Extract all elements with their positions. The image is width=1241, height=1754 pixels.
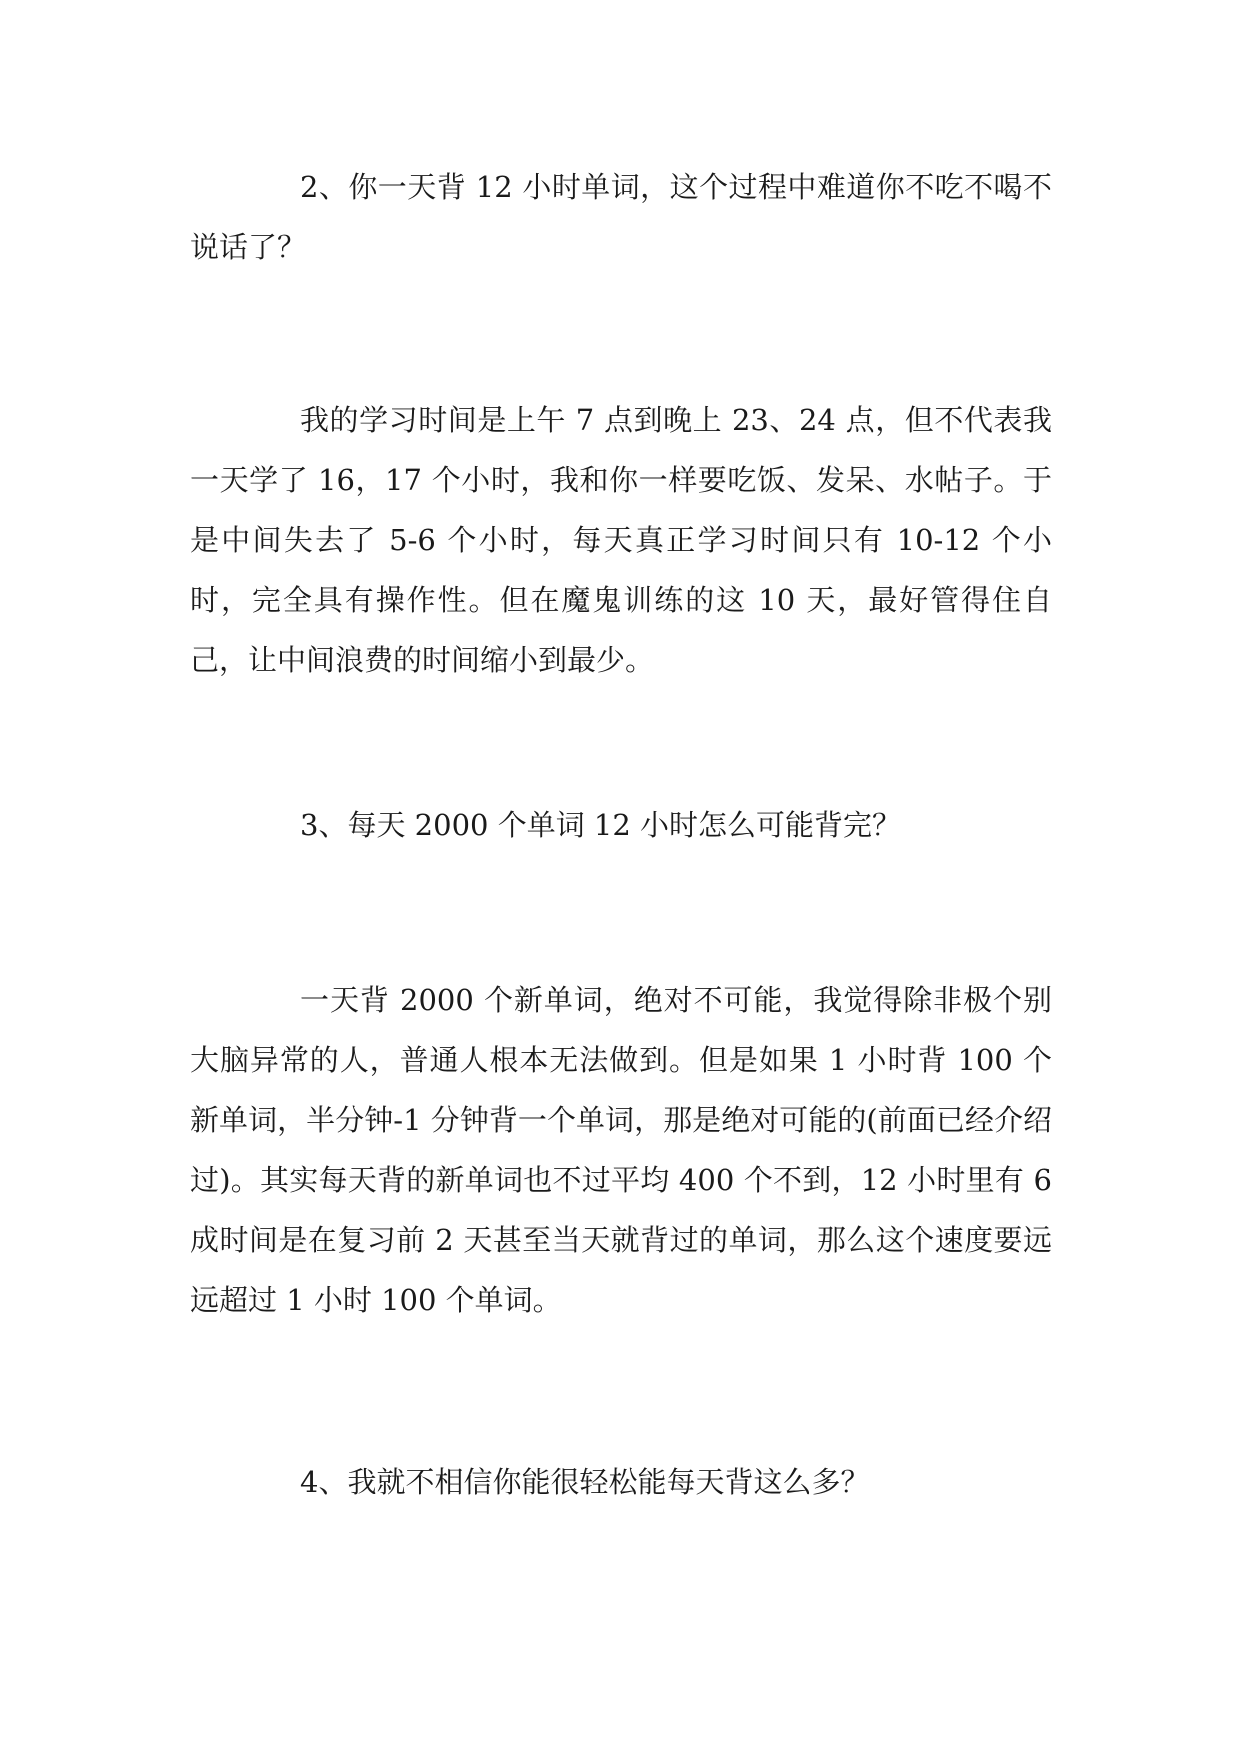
question-4-paragraph: 4、我就不相信你能很轻松能每天背这么多？ [300, 1465, 870, 1499]
question-3-paragraph: 3、每天 2000 个单词 12 小时怎么可能背完？ [300, 808, 902, 842]
answer-2-paragraph: 我的学习时间是上午 7 点到晚上 23、24 点，但不代表我一天学了 16，17 个小时，我和你一样要吃饭、发呆、水帖子。于是中间失去了 5-6 个小时，每天真正学习时间只有 10-12 个小时，完全具有操作性。但在魔鬼训练的这 10 天，最好管得住自己，让中间浪费的时间缩小到最少。 [190, 403, 1052, 677]
question-2-paragraph: 2、你一天背 12 小时单词，这个过程中难道你不吃不喝不说话了？ [190, 170, 1052, 264]
answer-3-paragraph: 一天背 2000 个新单词，绝对不可能，我觉得除非极个别大脑异常的人，普通人根本无法做到。但是如果 1 小时背 100 个新单词，半分钟-1 分钟背一个单词，那是绝对可能的(前面已经介绍过)。其实每天背的新单词也不过平均 400 个不到，12 小时里有 6 成时间是在复习前 2 天甚至当天就背过的单词，那么这个速度要远远超过 1 小时 100 个单词。 [190, 983, 1052, 1317]
